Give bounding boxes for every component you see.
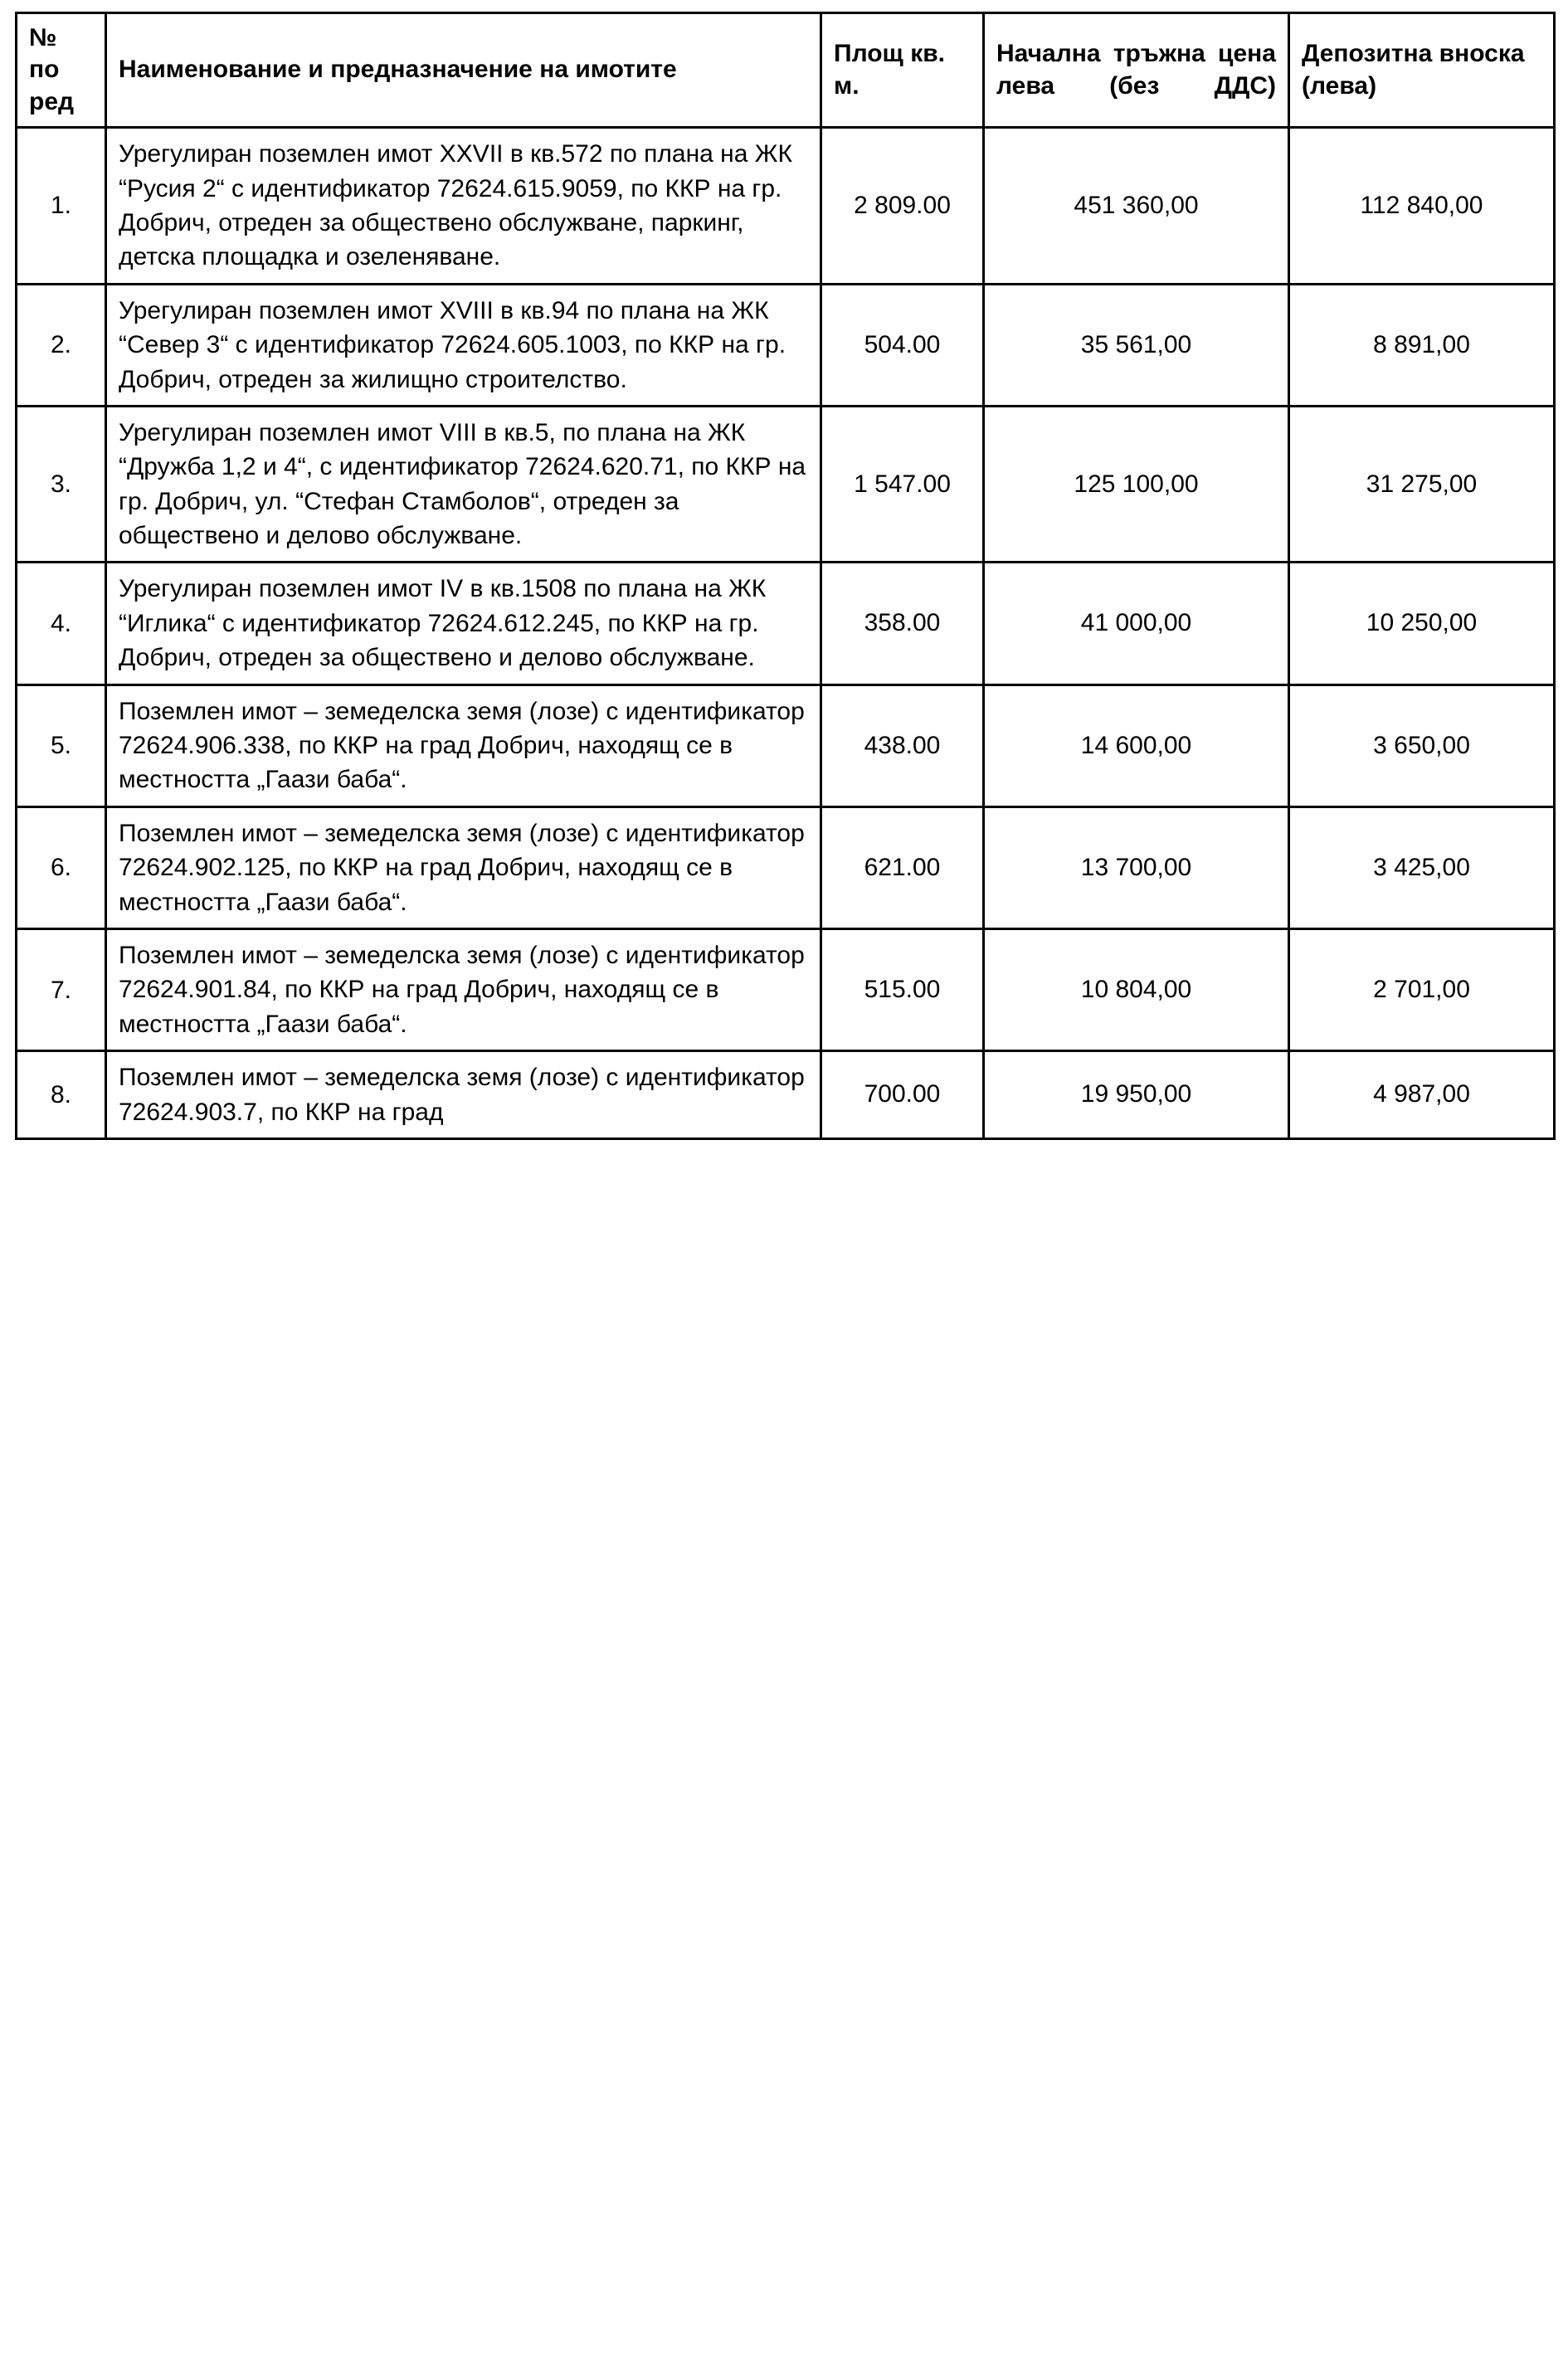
cell-name: Поземлен имот – земеделска земя (лозе) с идентификатор 72624.901.84, по ККР на град Добрич, находящ се в местността „Гаази баба“.	[106, 928, 821, 1050]
cell-deposit: 3 425,00	[1289, 806, 1555, 928]
cell-price: 125 100,00	[984, 406, 1289, 563]
cell-name: Урегулиран поземлен имот VIII в кв.5, по плана на ЖК “Дружба 1,2 и 4“, с идентификатор 72624.620.71, по ККР на гр. Добрич, ул. “Стефан Стамболов“, отреден за обществено и делово обслужване.	[106, 406, 821, 563]
cell-deposit: 10 250,00	[1289, 563, 1555, 685]
cell-deposit: 2 701,00	[1289, 928, 1555, 1050]
cell-area: 1 547.00	[821, 406, 984, 563]
table-header	[17, 13, 1555, 128]
cell-price: 14 600,00	[984, 685, 1289, 806]
cell-area: 700.00	[821, 1051, 984, 1139]
cell-area: 438.00	[821, 685, 984, 806]
column-header-name: Наименование и предназначение на имотите	[106, 13, 821, 128]
column-header-deposit: Депозитна вноска (лева)	[1289, 13, 1555, 128]
table-row	[17, 563, 1555, 685]
table-row	[17, 1051, 1555, 1139]
table-row	[17, 128, 1555, 285]
table-row	[17, 928, 1555, 1050]
cell-name: Поземлен имот – земеделска земя (лозе) с идентификатор 72624.906.338, по ККР на град Добрич, находящ се в местността „Гаази баба“.	[106, 685, 821, 806]
cell-number: 8.	[17, 1051, 106, 1139]
cell-name: Урегулиран поземлен имот IV в кв.1508 по плана на ЖК “Иглика“ с идентификатор 72624.612.245, по ККР на гр. Добрич, отреден за обществено и делово обслужване.	[106, 563, 821, 685]
cell-area: 515.00	[821, 928, 984, 1050]
column-header-number: № по ред	[17, 13, 106, 128]
table-row	[17, 685, 1555, 806]
cell-number: 5.	[17, 685, 106, 806]
cell-number: 7.	[17, 928, 106, 1050]
cell-name: Урегулиран поземлен имот XXVII в кв.572 по плана на ЖК “Русия 2“ с идентификатор 72624.615.9059, по ККР на гр. Добрич, отреден за обществено обслужване, паркинг, детска площадка и озеленяване.	[106, 128, 821, 285]
table-row	[17, 806, 1555, 928]
cell-area: 621.00	[821, 806, 984, 928]
cell-name: Поземлен имот – земеделска земя (лозе) с идентификатор 72624.902.125, по ККР на град Добрич, находящ се в местността „Гаази баба“.	[106, 806, 821, 928]
table-body	[17, 128, 1555, 1139]
cell-price: 19 950,00	[984, 1051, 1289, 1139]
table-header-row	[17, 13, 1555, 128]
cell-area: 2 809.00	[821, 128, 984, 285]
cell-deposit: 112 840,00	[1289, 128, 1555, 285]
property-auction-table	[15, 12, 1556, 1140]
cell-name: Урегулиран поземлен имот XVIII в кв.94 по плана на ЖК “Север 3“ с идентификатор 72624.605.1003, по ККР на гр. Добрич, отреден за жилищно строителство.	[106, 284, 821, 406]
column-header-area: Площ кв. м.	[821, 13, 984, 128]
cell-price: 41 000,00	[984, 563, 1289, 685]
cell-name: Поземлен имот – земеделска земя (лозе) с идентификатор 72624.903.7, по ККР на град	[106, 1051, 821, 1139]
table-row	[17, 406, 1555, 563]
cell-deposit: 4 987,00	[1289, 1051, 1555, 1139]
cell-number: 2.	[17, 284, 106, 406]
cell-number: 4.	[17, 563, 106, 685]
cell-number: 3.	[17, 406, 106, 563]
cell-price: 35 561,00	[984, 284, 1289, 406]
cell-price: 451 360,00	[984, 128, 1289, 285]
column-header-price: Начална тръжна цена лева (без ДДС)	[984, 13, 1289, 128]
cell-deposit: 3 650,00	[1289, 685, 1555, 806]
cell-price: 13 700,00	[984, 806, 1289, 928]
cell-deposit: 8 891,00	[1289, 284, 1555, 406]
table-row	[17, 284, 1555, 406]
cell-price: 10 804,00	[984, 928, 1289, 1050]
cell-deposit: 31 275,00	[1289, 406, 1555, 563]
document-page	[0, 0, 1568, 1140]
cell-area: 358.00	[821, 563, 984, 685]
cell-area: 504.00	[821, 284, 984, 406]
cell-number: 1.	[17, 128, 106, 285]
cell-number: 6.	[17, 806, 106, 928]
